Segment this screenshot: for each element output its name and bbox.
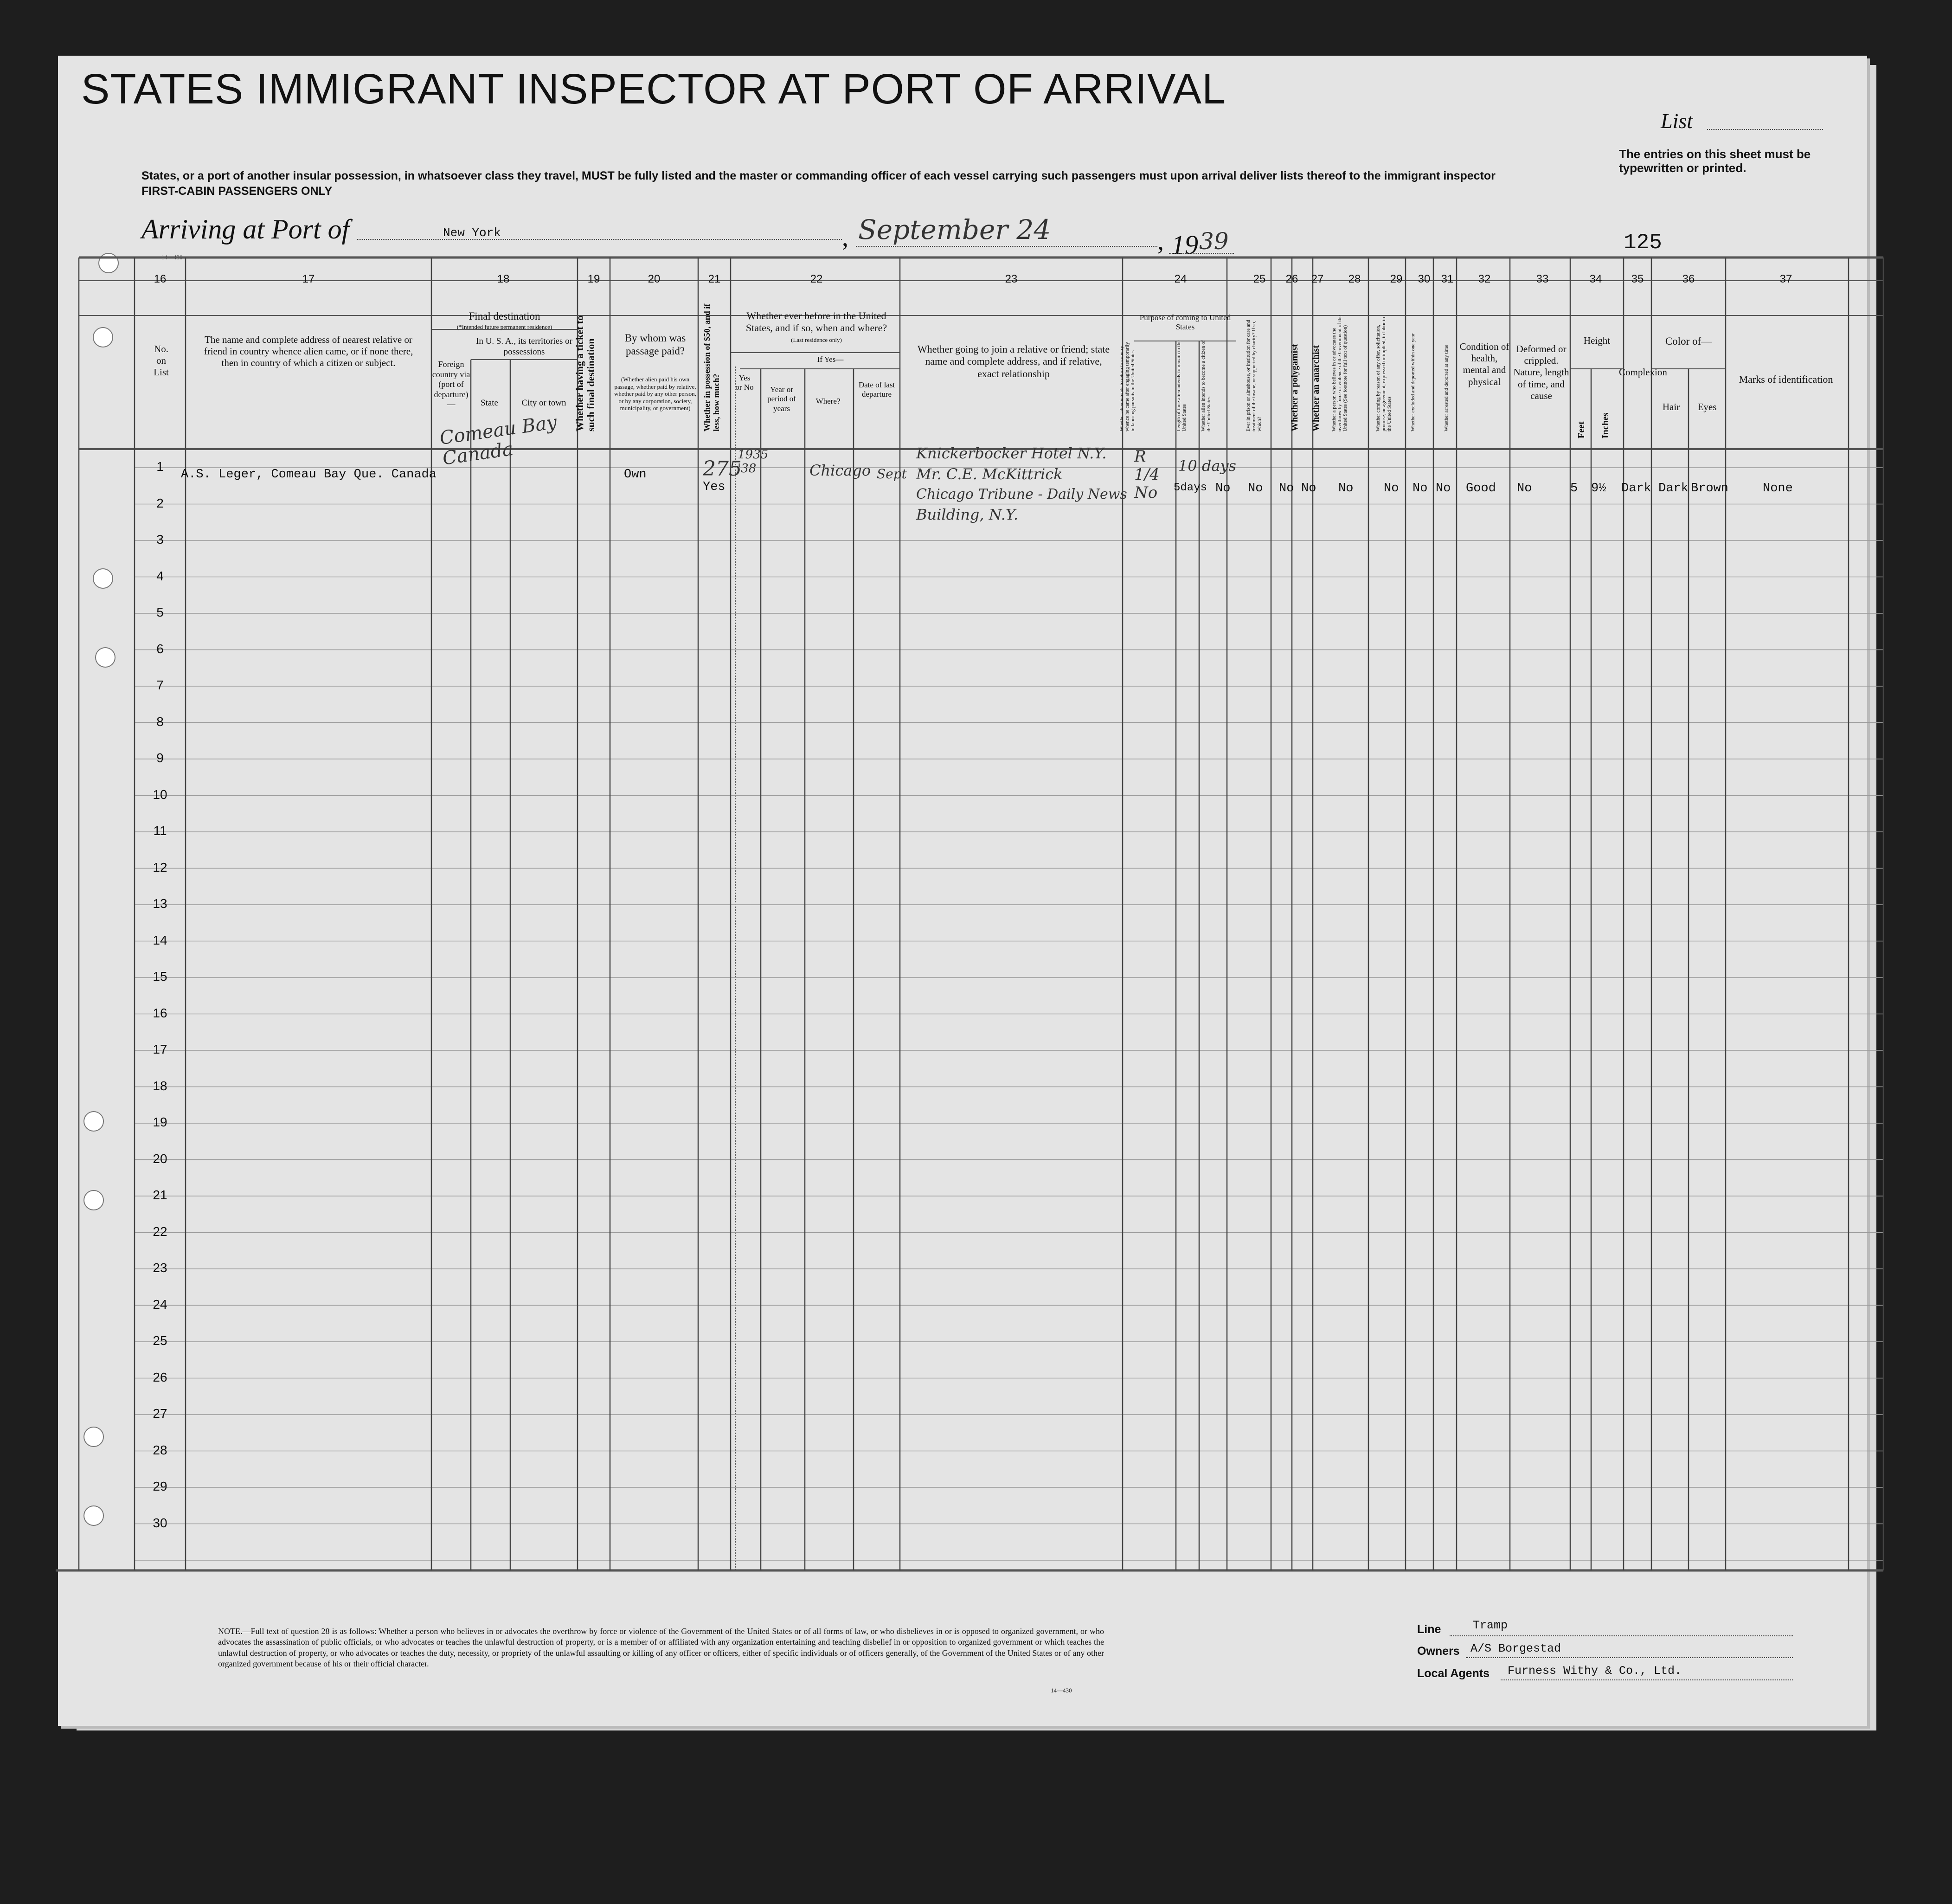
header-deformed: Deformed or crippled. Nature, length of time, and cause [1513,343,1569,401]
entry-c26: No [1279,482,1294,495]
row-number: 2 [156,495,164,510]
column-number: 26 [1285,273,1298,285]
header-intends-return: Whether alien intends to return to country whence he came after engaging temporarily in laboring pursuits in the United States [1119,342,1136,431]
entry-citizen: No [1215,482,1231,495]
row-number: 12 [153,860,167,875]
header-polygamist: Whether a polygamist [1290,344,1300,431]
header-ever-in-us: Whether ever before in the United States, and if so, when and where? [745,310,887,334]
footnote-question-28: NOTE.—Full text of question 28 is as follows: Whether a person who believes in or advocates the overthrow by force or violence of the Government of the United States or of all forms of law, or who disbelieves in or is opposed to organized government, or who advocates the assassination of public officials, or who advocates or teaches the unlawful destruction of property, or is a member of or affiliated with any organization entertaining and teaching disbelief in or opposition to organized government or which teaches the unlawful destruction of property, or who advocates or teaches the duty, necessity, or propriety of the unlawful assaulting or killing of any officer or officers, either of specific individuals or of officers generally, of the Government of the United States or of any other organized government because of his or their official character. [218,1627,1104,1669]
owners-blank [1466,1657,1793,1658]
form-title: STATES IMMIGRANT INSPECTOR AT PORT OF ARRIVAL [81,65,1226,113]
comma: , [842,223,848,252]
entry-where-handwritten: Chicago [809,462,871,479]
header-hair: Hair [1662,401,1680,412]
column-number: 23 [1005,273,1018,285]
row-number: 28 [153,1442,167,1457]
form-subtitle: States, or a port of another insular possession, in whatsoever class they travel, MUST be fully listed and the master or commanding officer of each vessel carrying such passengers must upon arrival deliver lists thereof to the immigrant inspector [141,169,1496,182]
row-number: 19 [153,1115,167,1129]
row-number: 23 [153,1261,167,1275]
header-where: Where? [815,397,841,405]
header-relative-address: The name and complete address of nearest relative or friend in country whence alien came, or if none there, then in country of which a citizen or subject. [204,334,413,369]
list-label: List [1661,109,1693,133]
year-handwritten: 39 [1199,228,1229,255]
comma2: , [1157,227,1164,256]
header-prison: Ever in prison or almshouse, or institution for care and treatment of the insane, or supported by charity? If so, which? [1246,320,1263,431]
header-inches: Inches [1600,412,1611,438]
header-ever-in-us-note: (Last residence only) [791,336,842,343]
agents-blank [1501,1679,1793,1680]
entry-c27: No [1301,482,1316,495]
column-number: 17 [302,273,315,285]
row-number: 18 [153,1078,167,1093]
column-number: 25 [1253,273,1266,285]
agents-value: Furness Withy & Co., Ltd. [1508,1664,1682,1678]
entry-length-handwritten: 10 days [1178,457,1236,475]
column-number: 21 [708,273,721,285]
header-health: Condition of health, mental and physical [1459,341,1509,387]
owners-label: Owners [1417,1645,1460,1658]
entry-join-line4: Building, N.Y. [916,506,1019,523]
row-number: 13 [153,896,167,911]
header-passage-paid: By whom was passage paid? [624,332,686,357]
year-printed: 19 [1171,230,1198,260]
row-number: 30 [153,1515,167,1530]
entry-relative: A.S. Leger, Comeau Bay Que. Canada [181,468,437,482]
header-final-destination-note: (*Intended future permanent residence) [456,323,552,330]
row-number: 17 [153,1042,167,1056]
entry-join-line3: Chicago Tribune - Daily News [916,486,1127,502]
header-passage-note: (Whether alien paid his own passage, whether paid by relative, whether paid by any other person, or by any corporation, society, municipality, or government) [614,376,696,412]
header-state: State [481,398,498,408]
date-handwritten: September 24 [858,214,1051,245]
header-money: Whether in possession of $50, and if less, how much? [702,303,721,431]
column-number: 30 [1418,273,1431,285]
row-number: 4 [156,568,164,583]
entries-note: The entries on this sheet must be typewritten or printed. [1619,147,1811,175]
entry-hair: Dark [1658,482,1689,495]
header-no-on-list: No. on List [154,343,169,378]
header-in-usa: In U. S. A., its territories or possessions [476,336,572,357]
entry-inches: 9½ [1591,482,1606,495]
row-number: 15 [153,969,167,984]
entry-join-line2: Mr. C.E. McKittrick [916,465,1063,483]
entry-purpose-handwritten: R 1/4 No [1134,447,1160,502]
entry-foreign-handwritten: Comeau Bay Canada [438,412,559,470]
row-number: 11 [153,823,167,838]
column-number: 20 [648,273,661,285]
row-number: 27 [153,1406,167,1421]
header-year: Year or period of years [767,385,796,413]
row-number: 22 [153,1224,167,1239]
entry-year-handwritten: 1935 '38 [738,448,769,476]
row-number: 21 [153,1188,167,1202]
header-date-departure: Date of last departure [858,380,895,399]
row-number: 16 [153,1005,167,1020]
entry-feet: 5 [1570,482,1578,495]
column-number: 36 [1682,273,1695,285]
header-foreign-country: Foreign country via (port of departure)— [432,360,470,409]
line-blank [1450,1635,1793,1636]
row-number: 9 [156,751,164,765]
header-color-of: Color of— [1665,335,1712,347]
header-city: City or town [521,398,566,408]
header-join-relative: Whether going to join a relative or friend; state name and complete address, and if relative, exact relationship [917,343,1110,380]
column-number: 16 [154,273,167,285]
entry-deformed: No [1517,482,1532,495]
header-marks: Marks of identification [1739,373,1833,385]
arriving-label: Arriving at Port of [141,214,350,244]
row-number: 6 [156,641,164,656]
header-yes-no: Yes or No [735,373,754,392]
column-number: 28 [1348,273,1361,285]
row-number: 5 [156,605,164,619]
column-number: 22 [810,273,823,285]
row-number: 10 [153,787,167,802]
header-overthrow: Whether a person who believes in or advocates the overthrow by force or violence of the Government of the United States (See footnote for full text of question) [1331,315,1348,431]
header-ticket: Whether having a ticket to such final destination [574,315,597,431]
entry-marks: None [1763,482,1793,495]
footer-form-code: 14—430 [1051,1687,1072,1694]
entry-passage: Own [624,468,647,482]
line-value: Tramp [1473,1619,1508,1632]
row-number: 25 [153,1333,167,1348]
header-excluded: Whether excluded and deported within one year [1410,333,1416,431]
row-number: 14 [153,933,167,947]
first-cabin-label: FIRST-CABIN PASSENGERS ONLY [141,185,333,198]
column-number: 18 [497,273,510,285]
entry-join-line1: Knickerbocker Hotel N.Y. [916,444,1107,462]
row-number: 26 [153,1370,167,1384]
header-height: Height [1583,335,1611,346]
row-number: 7 [156,678,164,692]
header-feet: Feet [1576,421,1586,438]
row-number: 29 [153,1479,167,1493]
column-number: 27 [1311,273,1324,285]
entry-c25: No [1248,482,1263,495]
column-number: 19 [587,273,600,285]
header-intends-citizen: Whether alien intends to become a citizen of the United States [1201,340,1212,431]
entry-money-typed: Yes [703,480,726,494]
column-number: 24 [1174,273,1187,285]
entry-c29: No [1384,482,1399,495]
port-value: New York [443,226,501,240]
header-complexion: Complexion [1619,367,1667,378]
entry-eyes: Brown [1691,482,1729,495]
agents-label: Local Agents [1417,1667,1490,1680]
column-number: 32 [1478,273,1491,285]
row-number: 1 [156,459,164,474]
entry-c31: No [1436,482,1451,495]
header-labor-offer: Whether coming by reason of any offer, solicitation, promise, or agreement, expressed or implied, to labor in the United States [1375,317,1393,431]
column-number: 33 [1536,273,1549,285]
header-eyes: Eyes [1697,401,1717,412]
entry-health: Good [1466,482,1496,495]
header-arrested: Whether arrested and deported at any time [1444,345,1449,431]
header-anarchist: Whether an anarchist [1311,345,1321,431]
entry-c30: No [1413,482,1428,495]
entry-length-typed: 5days [1174,482,1207,494]
column-number: 35 [1631,273,1644,285]
header-final-destination: Final destination [469,310,540,322]
entry-c28: No [1338,482,1354,495]
form-code: 14—430 [161,254,183,261]
header-length-stay: Length of time alien intends to remain in the United States [1176,340,1188,431]
header-if-yes: If Yes— [817,355,844,364]
entry-date-handwritten: Sept [877,466,907,482]
row-number: 24 [153,1297,167,1312]
entry-complexion: Dark [1621,482,1651,495]
row-number: 8 [156,714,164,729]
column-number: 31 [1441,273,1454,285]
line-label: Line [1417,1623,1441,1636]
row-number: 20 [153,1151,167,1166]
owners-value: A/S Borgestad [1470,1642,1561,1655]
page-number: 125 [1624,231,1662,255]
column-number: 29 [1390,273,1403,285]
row-number: 3 [156,532,164,547]
column-number: 37 [1779,273,1792,285]
entry-money-handwritten: 275 [703,457,742,481]
column-number: 34 [1589,273,1602,285]
header-purpose: Purpose of coming to United States [1139,313,1231,332]
